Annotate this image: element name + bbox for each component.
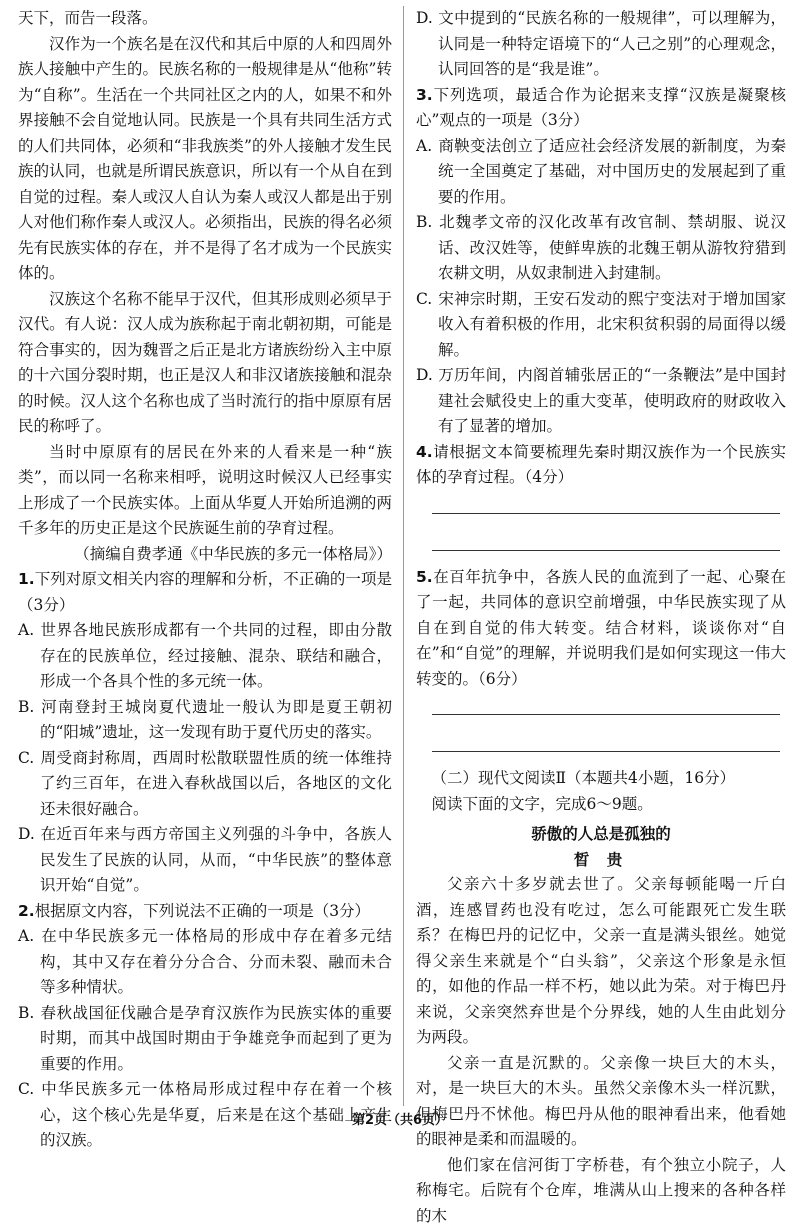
question-3 [416, 83, 786, 440]
option-c[interactable]: C. 周受商封称周，西周时松散联盟性质的统一体维持了约三百年，在进入春秋战国以后，各地区的文化还未很好融合。 [18, 746, 392, 823]
page-footer: 第2页（共6页） [0, 1108, 800, 1134]
option-d[interactable]: D. 文中提到的“民族名称的一般规律”，可以理解为，认同是一种特定语境下的“人己之别”的心理观念，认同回答的是“我是谁”。 [416, 6, 786, 83]
answer-line[interactable] [432, 729, 780, 752]
option-c[interactable]: C. 宋神宗时期，王安石发动的熙宁变法对于增加国家收入有着积极的作用，北宋积贫积弱的局面得以缓解。 [416, 287, 786, 364]
source-citation: （摘编自费孝通《中华民族的多元一体格局》） [18, 542, 392, 568]
option-a[interactable]: A. 世界各地民族形成都有一个共同的过程，即由分散存在的民族单位，经过接触、混杂、联结和融合，形成一个各具个性的多元统一体。 [18, 618, 392, 695]
answer-line[interactable] [432, 528, 780, 551]
option-b[interactable]: B. 河南登封王城岗夏代遗址一般认为即是夏王朝初的“阳城”遗址，这一发现有助于夏代历史的落实。 [18, 695, 392, 746]
column-divider [403, 6, 404, 1106]
reading-instruction: 阅读下面的文字，完成6～9题。 [416, 792, 786, 818]
story-author: 晳 贵 [416, 847, 786, 873]
question-number: 4. [416, 443, 433, 461]
option-d[interactable]: D. 在近百年来与西方帝国主义列强的斗争中，各族人民发生了民族的认同，从而，“中华民族”的整体意识开始“自觉”。 [18, 822, 392, 899]
right-column [416, 6, 786, 1229]
option-d[interactable]: D. 万历年间，内阁首辅张居正的“一条鞭法”是中国封建社会赋役史上的重大变革，使明政府的财政收入有了显著的增加。 [416, 363, 786, 440]
question-number: 2. [18, 902, 35, 920]
question-stem: 下列对原文相关内容的理解和分析，不正确的一项是（3分） [18, 570, 392, 614]
question-stem: 下列选项，最适合作为论据来支撑“汉族是凝聚核心”观点的一项是（3分） [416, 86, 786, 130]
paragraph: 他们家在信河街丁字桥巷，有个独立小院子，人称梅宅。后院有个仓库，堆满从山上搜来的各种各样的木 [416, 1153, 786, 1229]
option-a[interactable]: A. 在中华民族多元一体格局的形成中存在着多元结构，其中又存在着分分合合、分而未裂、融而未合等多种情状。 [18, 924, 392, 1001]
answer-line[interactable] [432, 491, 780, 514]
paragraph: 父亲一直是沉默的。父亲像一块巨大的木头，对，是一块巨大的木头。虽然父亲像木头一样沉默，但梅巴丹不怵他。梅巴丹从他的眼神看出来，他看她的眼神是柔和而温暖的。 [416, 1051, 786, 1153]
left-column [18, 6, 392, 1154]
paragraph: 汉作为一个族名是在汉代和其后中原的人和四周外族人接触中产生的。民族名称的一般规律是从“他称”转为“自称”。生活在一个共同社区之内的人，如果不和外界接触不会自觉地认同。民族是一个具有共同生活方式的人们共同体，必须和“非我族类”的外人接触才发生民族的认同，也就是所谓民族意识，所以有一个从自在到自觉的过程。秦人或汉人自认为秦人或汉人都是出于别人对他们称作秦人或汉人。必须指出，民族的得名必须先有民族实体的存在，并不是得了名才成为一个民族实体的。 [18, 32, 392, 287]
paragraph: 父亲六十多岁就去世了。父亲每顿能喝一斤白酒，连感冒药也没有吃过，怎么可能跟死亡发生联系？在梅巴丹的记忆中，父亲一直是满头银丝。她觉得父亲生来就是个“白头翁”，父亲这个形象是永恒的，如他的作品一样不朽，她以此为荣。对于梅巴丹来说，父亲突然弃世是个分界线，她的人生由此划分为两段。 [416, 872, 786, 1051]
paragraph: 汉族这个名称不能早于汉代，但其形成则必须早于汉代。有人说：汉人成为族称起于南北朝初期，可能是符合事实的，因为魏晋之后正是北方诸族纷纷入主中原的十六国分裂时期，也正是汉人和非汉诸族接触和混杂的时候。汉人这个名称也成了当时流行的指中原原有居民的称呼了。 [18, 287, 392, 440]
question-stem: 请根据文本简要梳理先秦时期汉族作为一个民族实体的孕育过程。（4分） [416, 443, 786, 487]
option-b[interactable]: B. 北魏孝文帝的汉化改革有改官制、禁胡服、说汉话、改汉姓等，使鲜卑族的北魏王朝从游牧狩猎到农耕文明，从奴隶制进入封建制。 [416, 210, 786, 287]
paragraph: 当时中原原有的居民在外来的人看来是一种“族类”，而以同一名称来相呼，说明这时候汉人已经事实上形成了一个民族实体。上面从华夏人开始所追溯的两千多年的历史正是这个民族诞生前的孕育过程。 [18, 440, 392, 542]
question-4 [416, 440, 786, 551]
question-stem: 在百年抗争中，各族人民的血流到了一起、心聚在了一起，共同体的意识空前增强，中华民族实现了从自在到自觉的伟大转变。结合材料，谈谈你对“自在”和“自觉”的理解，并说明我们是如何实现这一伟大转变的。（6分） [416, 568, 786, 688]
option-a[interactable]: A. 商鞅变法创立了适应社会经济发展的新制度，为秦统一全国奠定了基础，对中国历史的发展起到了重要的作用。 [416, 134, 786, 211]
question-5 [416, 565, 786, 753]
question-number: 3. [416, 86, 433, 104]
answer-line[interactable] [432, 692, 780, 715]
question-number: 5. [416, 568, 433, 586]
question-1 [18, 567, 392, 899]
story-title: 骄傲的人总是孤独的 [416, 821, 786, 847]
option-c[interactable]: C. 中华民族多元一体格局形成过程中存在着一个核心，这个核心先是华夏，后来是在这个基础上产生的汉族。 [18, 1077, 392, 1154]
section-heading: （二）现代文阅读Ⅱ（本题共4小题，16分） [416, 766, 786, 792]
paragraph: 天下，而告一段落。 [18, 6, 392, 32]
question-number: 1. [18, 570, 35, 588]
question-stem: 根据原文内容，下列说法不正确的一项是（3分） [35, 902, 370, 920]
option-b[interactable]: B. 春秋战国征伐融合是孕育汉族作为民族实体的重要时期，而其中战国时期由于争雄竞争而起到了更为重要的作用。 [18, 1001, 392, 1078]
